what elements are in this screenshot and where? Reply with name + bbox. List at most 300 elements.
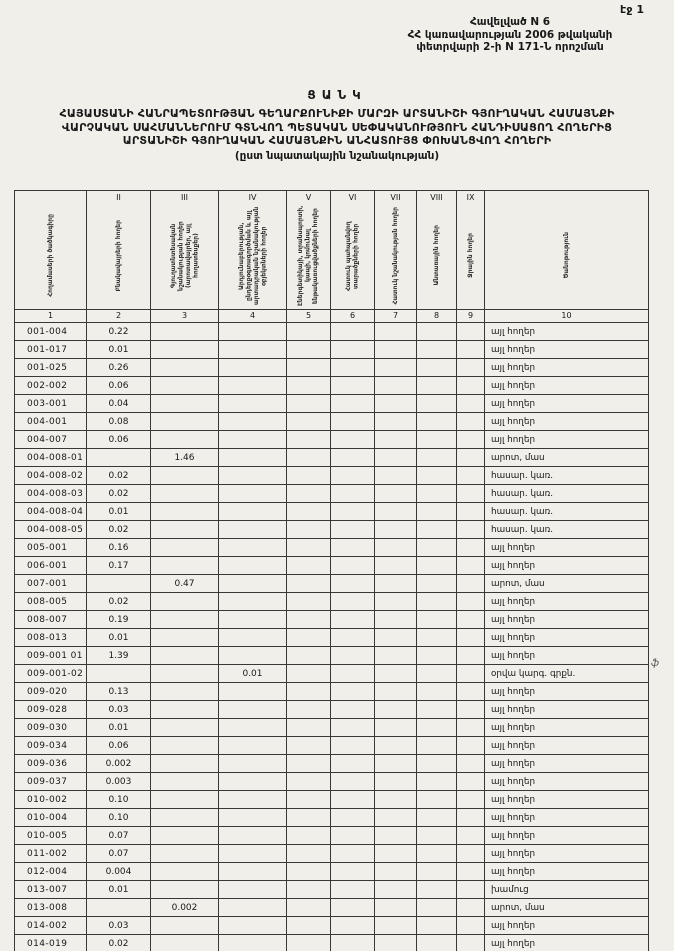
column-header-label: Հատուկ պահպանվող տարածքների հողեր	[345, 220, 360, 291]
note-cell: հասար. կառ.	[485, 521, 649, 539]
value-cell	[287, 539, 331, 557]
note-cell: այլ հողեր	[485, 611, 649, 629]
table-row	[15, 341, 649, 359]
parcel-code: 004-008-01	[15, 449, 87, 467]
value-cell	[287, 395, 331, 413]
value-cell	[331, 881, 375, 899]
value-cell	[331, 593, 375, 611]
table-row	[15, 431, 649, 449]
title-subtitle: (ըստ նպատակային նշանակության)	[234, 149, 440, 162]
note-cell: այլ հողեր	[485, 629, 649, 647]
value-cell	[457, 521, 485, 539]
table-row	[15, 827, 649, 845]
land-table-wrapper	[14, 190, 649, 951]
parcel-code: 003-001	[15, 395, 87, 413]
parcel-code: 001-017	[15, 341, 87, 359]
table-row	[15, 647, 649, 665]
value-cell: 0.07	[87, 827, 151, 845]
table-row	[15, 593, 649, 611]
table-row	[15, 791, 649, 809]
note-cell: այլ հողեր	[485, 935, 649, 951]
value-cell	[457, 665, 485, 683]
note-cell: այլ հողեր	[485, 773, 649, 791]
value-cell	[287, 611, 331, 629]
value-cell	[151, 845, 219, 863]
value-cell	[151, 341, 219, 359]
value-cell: 0.13	[87, 683, 151, 701]
column-roman-numeral: VII	[390, 193, 401, 202]
value-cell	[457, 899, 485, 917]
value-cell	[287, 503, 331, 521]
note-cell: այլ հողեր	[485, 323, 649, 341]
value-cell	[375, 773, 417, 791]
value-cell	[375, 377, 417, 395]
value-cell	[331, 917, 375, 935]
value-cell	[219, 683, 287, 701]
value-cell	[331, 341, 375, 359]
table-row	[15, 323, 649, 341]
note-cell: այլ հողեր	[485, 395, 649, 413]
value-cell	[417, 701, 457, 719]
value-cell: 0.02	[87, 521, 151, 539]
value-cell: 0.17	[87, 557, 151, 575]
value-cell	[331, 539, 375, 557]
column-header-label: Գյուղատնտեսական նշանակության հողեր (արոտավայրեր, այլ հողատեսքեր)	[169, 220, 199, 291]
value-cell	[287, 755, 331, 773]
parcel-code: 014-019	[15, 935, 87, 951]
value-cell	[287, 845, 331, 863]
column-header-label: Ծանոթություն	[562, 232, 570, 279]
table-row	[15, 467, 649, 485]
value-cell	[417, 521, 457, 539]
value-cell	[417, 503, 457, 521]
value-cell	[331, 845, 375, 863]
value-cell	[457, 647, 485, 665]
value-cell	[375, 917, 417, 935]
value-cell	[287, 431, 331, 449]
value-cell	[417, 377, 457, 395]
land-table	[14, 190, 649, 951]
value-cell	[417, 395, 457, 413]
value-cell	[287, 827, 331, 845]
value-cell	[151, 791, 219, 809]
value-cell	[417, 827, 457, 845]
value-cell	[219, 359, 287, 377]
note-cell: այլ հողեր	[485, 737, 649, 755]
value-cell	[219, 737, 287, 755]
value-cell	[87, 449, 151, 467]
column-number: 9	[457, 310, 485, 323]
value-cell	[417, 755, 457, 773]
value-cell	[219, 413, 287, 431]
value-cell	[417, 467, 457, 485]
table-row	[15, 719, 649, 737]
value-cell	[219, 485, 287, 503]
column-header-label: Հողամասերի ծածկագիրը	[46, 214, 54, 297]
note-cell: այլ հողեր	[485, 557, 649, 575]
value-cell	[151, 557, 219, 575]
parcel-code: 009-036	[15, 755, 87, 773]
value-cell	[417, 791, 457, 809]
value-cell	[151, 377, 219, 395]
value-cell: 0.002	[87, 755, 151, 773]
value-cell	[457, 611, 485, 629]
column-header-2	[87, 191, 151, 310]
value-cell: 0.01	[87, 341, 151, 359]
value-cell	[417, 629, 457, 647]
value-cell	[375, 935, 417, 951]
note-cell: հասար. կառ.	[485, 467, 649, 485]
value-cell	[331, 323, 375, 341]
value-cell	[219, 917, 287, 935]
table-row	[15, 701, 649, 719]
note-cell: արոտ, մաս	[485, 575, 649, 593]
value-cell	[457, 827, 485, 845]
value-cell	[417, 593, 457, 611]
value-cell	[457, 683, 485, 701]
value-cell	[219, 863, 287, 881]
value-cell	[151, 701, 219, 719]
value-cell	[287, 575, 331, 593]
value-cell	[375, 791, 417, 809]
parcel-code: 004-008-04	[15, 503, 87, 521]
value-cell	[219, 521, 287, 539]
value-cell	[219, 935, 287, 951]
value-cell	[151, 719, 219, 737]
column-roman-numeral: VIII	[430, 193, 443, 202]
value-cell	[219, 647, 287, 665]
value-cell: 0.03	[87, 917, 151, 935]
column-number: 5	[287, 310, 331, 323]
value-cell	[151, 323, 219, 341]
appendix-line-2: ՀՀ կառավարության 2006 թվականի	[407, 28, 613, 41]
value-cell	[331, 359, 375, 377]
value-cell	[457, 485, 485, 503]
title-line-3: ԱՐՏԱՆԻՇԻ ԳՅՈՒՂԱԿԱՆ ՀԱՄԱՅՆՔԻՆ ԱՆՀԱՏՈՒՅՑ ՓՈԽԱՆՑՎՈՂ ՀՈՂԵՐԻ	[122, 134, 552, 147]
value-cell	[457, 377, 485, 395]
note-cell: արոտ, մաս	[485, 449, 649, 467]
column-header-5	[287, 191, 331, 310]
value-cell: 0.47	[151, 575, 219, 593]
value-cell	[331, 377, 375, 395]
value-cell	[457, 413, 485, 431]
value-cell: 0.01	[87, 503, 151, 521]
column-number: 2	[87, 310, 151, 323]
title-block	[0, 88, 674, 162]
value-cell	[151, 683, 219, 701]
value-cell	[287, 341, 331, 359]
table-row	[15, 521, 649, 539]
value-cell	[151, 737, 219, 755]
note-cell: այլ հողեր	[485, 593, 649, 611]
value-cell: 0.06	[87, 737, 151, 755]
value-cell	[417, 539, 457, 557]
table-row	[15, 629, 649, 647]
column-header-label: Բնակավայրերի հողեր	[114, 219, 122, 292]
note-cell: արոտ, մաս	[485, 899, 649, 917]
value-cell	[331, 755, 375, 773]
value-cell: 0.26	[87, 359, 151, 377]
value-cell	[457, 881, 485, 899]
value-cell: 0.04	[87, 395, 151, 413]
value-cell	[87, 665, 151, 683]
value-cell	[151, 755, 219, 773]
value-cell	[287, 737, 331, 755]
value-cell	[151, 629, 219, 647]
value-cell	[331, 665, 375, 683]
column-header-label: Արդյունաբերության, ընդերքօգտագործման և այլ արտադրական նշանակության օբյեկտների հողեր	[237, 206, 267, 305]
value-cell	[151, 917, 219, 935]
value-cell	[331, 431, 375, 449]
value-cell	[151, 467, 219, 485]
value-cell	[457, 629, 485, 647]
value-cell	[417, 431, 457, 449]
value-cell	[417, 917, 457, 935]
note-cell: այլ հողեր	[485, 431, 649, 449]
value-cell: 0.02	[87, 935, 151, 951]
value-cell	[219, 881, 287, 899]
value-cell	[457, 719, 485, 737]
value-cell	[219, 611, 287, 629]
column-header-3	[151, 191, 219, 310]
value-cell	[457, 737, 485, 755]
value-cell	[375, 413, 417, 431]
value-cell	[417, 611, 457, 629]
value-cell	[417, 863, 457, 881]
value-cell	[417, 665, 457, 683]
value-cell	[375, 845, 417, 863]
column-roman-numeral: II	[116, 193, 121, 202]
parcel-code: 009-030	[15, 719, 87, 737]
table-row	[15, 809, 649, 827]
title-line-2: ՎԱՐՉԱԿԱՆ ՍԱՀՄԱՆՆԵՐՈՒՄ ԳՏՆՎՈՂ ՊԵՏԱԿԱՆ ՍԵՓԱԿԱՆՈՒԹՅՈՒՆ ՀԱՆԴԻՍԱՑՈՂ ՀՈՂԵՐԻՑ	[61, 120, 613, 134]
table-row	[15, 503, 649, 521]
value-cell	[375, 755, 417, 773]
value-cell	[375, 611, 417, 629]
parcel-code: 008-007	[15, 611, 87, 629]
note-cell: այլ հողեր	[485, 809, 649, 827]
value-cell	[375, 809, 417, 827]
appendix-line-1: Հավելված N 6	[469, 16, 551, 28]
value-cell	[219, 755, 287, 773]
value-cell: 1.39	[87, 647, 151, 665]
column-roman-numeral: IX	[466, 193, 475, 202]
parcel-code: 009-001-02	[15, 665, 87, 683]
table-row	[15, 377, 649, 395]
value-cell	[417, 413, 457, 431]
parcel-code: 007-001	[15, 575, 87, 593]
value-cell	[457, 917, 485, 935]
value-cell	[417, 449, 457, 467]
value-cell	[417, 647, 457, 665]
value-cell: 0.01	[87, 719, 151, 737]
column-header-9	[457, 191, 485, 310]
value-cell	[151, 503, 219, 521]
parcel-code: 010-004	[15, 809, 87, 827]
parcel-code: 004-007	[15, 431, 87, 449]
value-cell	[151, 647, 219, 665]
value-cell	[417, 881, 457, 899]
value-cell	[417, 683, 457, 701]
value-cell	[219, 557, 287, 575]
value-cell	[151, 827, 219, 845]
value-cell	[417, 899, 457, 917]
value-cell	[375, 467, 417, 485]
value-cell	[151, 773, 219, 791]
table-row	[15, 935, 649, 951]
table-row	[15, 881, 649, 899]
table-row	[15, 611, 649, 629]
note-cell: օրվա կարգ. գրքն.	[485, 665, 649, 683]
value-cell	[219, 827, 287, 845]
value-cell	[375, 863, 417, 881]
value-cell: 0.07	[87, 845, 151, 863]
table-row	[15, 557, 649, 575]
value-cell: 0.22	[87, 323, 151, 341]
value-cell	[219, 845, 287, 863]
value-cell	[457, 449, 485, 467]
value-cell: 0.19	[87, 611, 151, 629]
parcel-code: 008-013	[15, 629, 87, 647]
value-cell	[417, 557, 457, 575]
value-cell	[151, 413, 219, 431]
column-header-label: Հատուկ նշանակության հողեր	[391, 206, 399, 305]
column-roman-numeral: III	[180, 193, 189, 202]
value-cell: 0.01	[219, 665, 287, 683]
table-row	[15, 899, 649, 917]
column-header-10	[485, 191, 649, 310]
parcel-code: 004-008-02	[15, 467, 87, 485]
table-row	[15, 737, 649, 755]
value-cell	[457, 323, 485, 341]
value-cell	[151, 521, 219, 539]
value-cell	[375, 521, 417, 539]
value-cell	[331, 827, 375, 845]
value-cell	[287, 917, 331, 935]
value-cell	[457, 863, 485, 881]
parcel-code: 008-005	[15, 593, 87, 611]
value-cell	[417, 485, 457, 503]
value-cell: 0.02	[87, 593, 151, 611]
note-cell: այլ հողեր	[485, 917, 649, 935]
value-cell	[219, 449, 287, 467]
value-cell	[151, 359, 219, 377]
value-cell	[457, 701, 485, 719]
parcel-code: 004-008-05	[15, 521, 87, 539]
note-cell: այլ հողեր	[485, 863, 649, 881]
parcel-code: 009-028	[15, 701, 87, 719]
value-cell	[219, 719, 287, 737]
value-cell	[375, 503, 417, 521]
table-row	[15, 413, 649, 431]
value-cell	[375, 539, 417, 557]
value-cell	[417, 737, 457, 755]
note-cell: հասար. կառ.	[485, 485, 649, 503]
value-cell	[219, 377, 287, 395]
value-cell	[417, 845, 457, 863]
value-cell	[375, 683, 417, 701]
value-cell	[287, 863, 331, 881]
value-cell	[219, 395, 287, 413]
note-cell: այլ հողեր	[485, 827, 649, 845]
value-cell: 0.10	[87, 809, 151, 827]
value-cell	[457, 431, 485, 449]
value-cell: 0.06	[87, 377, 151, 395]
value-cell	[151, 431, 219, 449]
value-cell	[375, 899, 417, 917]
table-row	[15, 665, 649, 683]
value-cell	[151, 809, 219, 827]
value-cell	[331, 899, 375, 917]
value-cell: 0.004	[87, 863, 151, 881]
value-cell	[151, 395, 219, 413]
value-cell: 0.01	[87, 881, 151, 899]
value-cell	[87, 899, 151, 917]
value-cell	[457, 539, 485, 557]
note-cell: այլ հողեր	[485, 359, 649, 377]
value-cell	[219, 701, 287, 719]
value-cell	[287, 935, 331, 951]
parcel-code: 009-001 01	[15, 647, 87, 665]
column-number: 1	[15, 310, 87, 323]
value-cell	[375, 629, 417, 647]
parcel-code: 011-002	[15, 845, 87, 863]
value-cell	[287, 773, 331, 791]
value-cell	[287, 557, 331, 575]
parcel-code: 009-034	[15, 737, 87, 755]
column-header-6	[331, 191, 375, 310]
parcel-code: 010-002	[15, 791, 87, 809]
value-cell	[457, 557, 485, 575]
value-cell	[457, 503, 485, 521]
value-cell	[331, 521, 375, 539]
parcel-code: 009-037	[15, 773, 87, 791]
value-cell	[219, 629, 287, 647]
value-cell	[287, 521, 331, 539]
value-cell	[219, 791, 287, 809]
value-cell	[457, 575, 485, 593]
parcel-code: 004-008-03	[15, 485, 87, 503]
value-cell	[287, 683, 331, 701]
value-cell	[331, 467, 375, 485]
value-cell	[287, 665, 331, 683]
value-cell	[287, 377, 331, 395]
value-cell	[331, 557, 375, 575]
value-cell	[219, 341, 287, 359]
column-header-1	[15, 191, 87, 310]
value-cell: 0.06	[87, 431, 151, 449]
value-cell	[417, 359, 457, 377]
column-header-label: Անտառային հողեր	[432, 225, 440, 286]
value-cell	[331, 863, 375, 881]
value-cell	[375, 485, 417, 503]
value-cell	[287, 791, 331, 809]
document-heading: ՑԱՆԿ	[307, 88, 367, 102]
note-cell: այլ հողեր	[485, 719, 649, 737]
value-cell	[375, 647, 417, 665]
note-cell: այլ հողեր	[485, 845, 649, 863]
value-cell	[219, 809, 287, 827]
value-cell	[375, 575, 417, 593]
value-cell	[375, 881, 417, 899]
column-roman-numeral: IV	[248, 193, 257, 202]
handwritten-margin-mark: ֆ	[651, 658, 660, 669]
parcel-code: 004-001	[15, 413, 87, 431]
column-number: 7	[375, 310, 417, 323]
parcel-code: 001-004	[15, 323, 87, 341]
value-cell	[331, 395, 375, 413]
value-cell	[375, 701, 417, 719]
